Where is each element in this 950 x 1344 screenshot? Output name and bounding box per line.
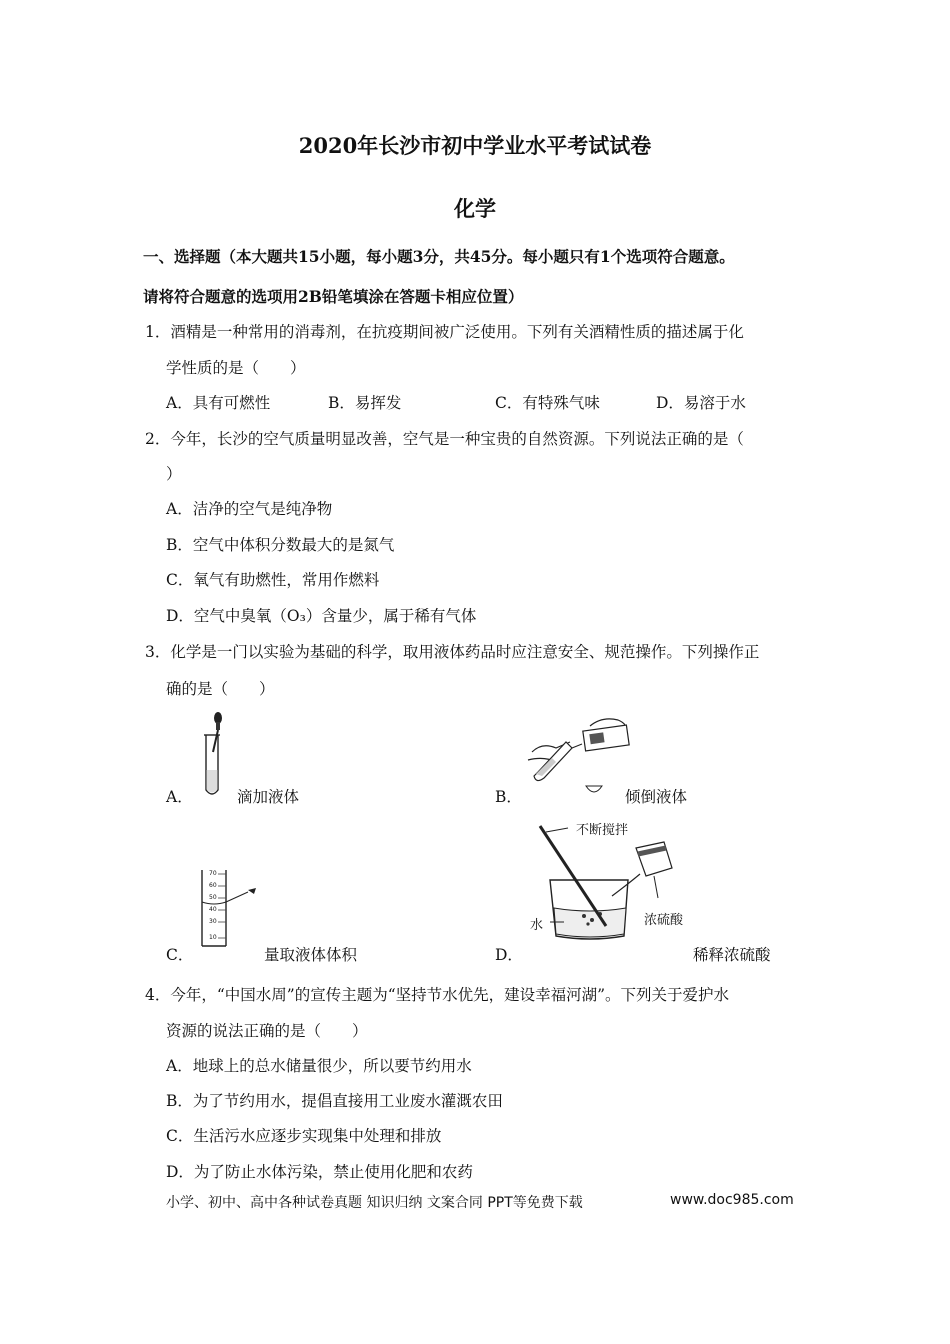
- q3-stem-line2: 确的是（ ）: [166, 680, 275, 698]
- q2-stem-line1: 2．今年，长沙的空气质量明显改善，空气是一种宝贵的自然资源。下列说法正确的是（: [145, 430, 744, 448]
- q1-option-c: C．有特殊气味: [495, 394, 600, 412]
- q4-stem-line1: 4．今年，“中国水周”的宣传主题为“坚持节水优先，建设幸福河湖”。下列关于爱护水: [145, 986, 730, 1004]
- cylinder-tick-30: 30: [209, 918, 217, 925]
- q3-option-d-caption: 稀释浓硫酸: [693, 946, 771, 964]
- q1-option-d: D．易溶于水: [656, 394, 746, 412]
- pouring-figure: [522, 712, 637, 797]
- q1-option-b: B．易挥发: [328, 394, 402, 412]
- cylinder-tick-10: 10: [209, 934, 217, 941]
- q3-option-c-letter: C．: [166, 946, 194, 964]
- q2-option-b: B．空气中体积分数最大的是氮气: [166, 536, 395, 554]
- q4-option-c: C．生活污水应逐步实现集中处理和排放: [166, 1127, 442, 1145]
- cylinder-tick-40: 40: [209, 906, 217, 913]
- q2-option-a: A．洁净的空气是纯净物: [166, 500, 333, 518]
- q4-option-d: D．为了防止水体污染，禁止使用化肥和农药: [166, 1163, 473, 1181]
- stir-label: 不断搅拌: [576, 823, 629, 838]
- footer-text: 小学、初中、高中各种试卷真题 知识归纳 文案合同 PPT等免费下载: [166, 1195, 583, 1211]
- q3-option-a-caption: 滴加液体: [237, 788, 300, 806]
- q3-stem-line1: 3．化学是一门以实验为基础的科学，取用液体药品时应注意安全、规范操作。下列操作正: [145, 643, 760, 661]
- q3-option-a-letter: A．: [166, 788, 193, 806]
- page-title: 2020年长沙市初中学业水平考试试卷: [298, 133, 652, 158]
- q1-stem-line1: 1．酒精是一种常用的消毒剂，在抗疫期间被广泛使用。下列有关酒精性质的描述属于化: [145, 323, 744, 341]
- section-heading-line2: 请将符合题意的选项用2B铅笔填涂在答题卡相应位置）: [143, 287, 524, 306]
- q3-option-d-letter: D．: [495, 946, 523, 964]
- q3-option-b-caption: 倾倒液体: [625, 788, 688, 806]
- q4-option-b: B．为了节约用水，提倡直接用工业废水灌溉农田: [166, 1092, 503, 1110]
- q2-stem-line2: ）: [166, 465, 182, 483]
- q4-stem-line2: 资源的说法正确的是（ ）: [166, 1022, 368, 1040]
- cylinder-tick-70: 70: [209, 870, 217, 877]
- q3-option-c-caption: 量取液体体积: [264, 946, 358, 964]
- subject-title: 化学: [454, 196, 496, 221]
- cylinder-tick-60: 60: [209, 882, 217, 889]
- section-heading-line1: 一、选择题（本大题共15小题，每小题3分，共45分。每小题只有1个选项符合题意。: [143, 247, 735, 266]
- acid-label: 浓硫酸: [644, 913, 684, 928]
- dropper-figure: [198, 710, 228, 800]
- q1-option-a: A．具有可燃性: [166, 394, 271, 412]
- cylinder-figure: [196, 868, 266, 948]
- q1-stem-line2: 学性质的是（ ）: [166, 359, 306, 377]
- footer-url[interactable]: www.doc985.com: [670, 1192, 794, 1208]
- q2-option-c: C．氧气有助燃性，常用作燃料: [166, 571, 380, 589]
- q4-option-a: A．地球上的总水储量很少，所以要节约用水: [166, 1057, 472, 1075]
- water-label: 水: [530, 918, 544, 933]
- q2-option-d: D．空气中臭氧（O₃）含量少，属于稀有气体: [166, 607, 477, 625]
- cylinder-tick-50: 50: [209, 894, 217, 901]
- q3-option-b-letter: B．: [495, 788, 522, 806]
